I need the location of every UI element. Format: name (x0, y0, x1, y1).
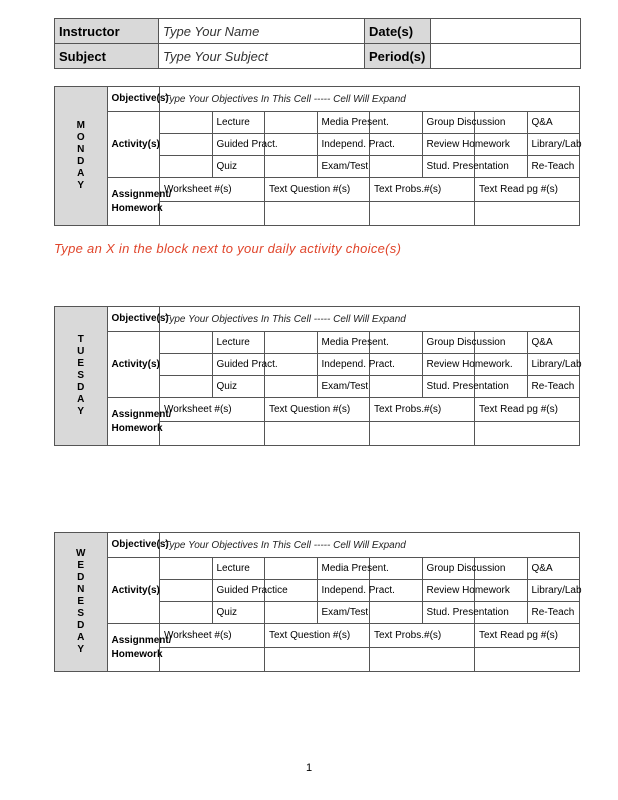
text-read-input[interactable] (475, 422, 580, 446)
worksheet-label: Worksheet #(s) (160, 178, 265, 202)
day-letter: A (77, 394, 85, 405)
day-letter: Y (77, 406, 85, 417)
activity-option: Q&A (527, 332, 580, 354)
activity-option: Library/Lab (527, 354, 580, 376)
day-letter: W (76, 548, 86, 559)
tuesday-table (54, 306, 580, 446)
text-probs-input[interactable] (370, 202, 475, 226)
text-read-input[interactable] (475, 202, 580, 226)
periods-input[interactable] (431, 44, 581, 69)
activity-option: Re-Teach (527, 376, 580, 398)
activity-checkbox[interactable] (370, 376, 423, 398)
text-question-label: Text Question #(s) (265, 398, 370, 422)
instruction-note: Type an X in the block next to your daily activity choice(s) (54, 241, 402, 256)
worksheet-label: Worksheet #(s) (160, 398, 265, 422)
activity-option: Q&A (527, 112, 580, 134)
activity-option: Exam/Test (317, 602, 370, 624)
activity-option: Media Present. (317, 332, 370, 354)
text-probs-input[interactable] (370, 422, 475, 446)
activity-option: Quiz (212, 376, 265, 398)
day-letter: S (77, 370, 85, 381)
activity-option: Lecture (212, 332, 265, 354)
activity-option: Independ. Pract. (317, 580, 370, 602)
day-letter: N (77, 144, 85, 155)
page-number: 1 (305, 762, 313, 774)
assignment-label-line2: Homework (111, 648, 163, 660)
day-letter: S (77, 608, 85, 619)
assignment-label (107, 398, 172, 446)
wednesday-table (54, 532, 580, 672)
text-question-label: Text Question #(s) (265, 178, 370, 202)
activity-option: Stud. Presentation (422, 376, 475, 398)
activity-option: Group Discussion (422, 332, 475, 354)
dates-input[interactable] (431, 19, 581, 44)
day-letter: N (77, 584, 85, 595)
text-question-input[interactable] (265, 422, 370, 446)
activity-option: Guided Practice (212, 580, 265, 602)
assignment-label-line1: Assignment/ (111, 188, 172, 200)
text-question-input[interactable] (265, 202, 370, 226)
activity-checkbox[interactable] (160, 558, 213, 580)
activity-option: Review Homework (422, 580, 475, 602)
text-probs-input[interactable] (370, 648, 475, 672)
day-letter: E (77, 560, 85, 571)
activity-option: Library/Lab (527, 134, 580, 156)
text-read-label: Text Read pg #(s) (475, 178, 580, 202)
activity-option: Media Present. (317, 112, 370, 134)
activity-option: Media Present. (317, 558, 370, 580)
text-probs-label: Text Probs.#(s) (370, 398, 475, 422)
activity-checkbox[interactable] (370, 602, 423, 624)
activity-checkbox[interactable] (265, 156, 318, 178)
activity-checkbox[interactable] (160, 332, 213, 354)
activity-option: Lecture (212, 112, 265, 134)
day-letter: O (76, 132, 85, 143)
text-read-label: Text Read pg #(s) (475, 398, 580, 422)
activity-option: Guided Pract. (212, 354, 265, 376)
activity-option: Library/Lab (527, 580, 580, 602)
objectives-input[interactable]: Type Your Objectives In This Cell ----- Cell Will Expand (160, 307, 580, 332)
assignment-label-line1: Assignment/ (111, 634, 172, 646)
assignment-label (107, 178, 172, 226)
activity-checkbox[interactable] (160, 580, 213, 602)
day-letter: D (77, 382, 85, 393)
day-letter: D (77, 620, 85, 631)
day-name (55, 307, 108, 446)
text-read-input[interactable] (475, 648, 580, 672)
activities-label: Activity(s) (107, 558, 160, 624)
activity-option: Group Discussion (422, 558, 475, 580)
text-read-label: Text Read pg #(s) (475, 624, 580, 648)
objectives-label: Objective(s) (107, 307, 160, 332)
activity-checkbox[interactable] (160, 112, 213, 134)
activity-option: Exam/Test (317, 156, 370, 178)
activity-option: Group Discussion (422, 112, 475, 134)
assignment-label-line1: Assignment/ (111, 408, 172, 420)
instructor-input[interactable]: Type Your Name (159, 19, 365, 44)
activity-checkbox[interactable] (160, 602, 213, 624)
worksheet-input[interactable] (160, 648, 265, 672)
activity-option: Review Homework. (422, 354, 475, 376)
assignment-label-line2: Homework (111, 202, 163, 214)
activity-option: Independ. Pract. (317, 134, 370, 156)
subject-label: Subject (55, 44, 159, 69)
activity-option: Independ. Pract. (317, 354, 370, 376)
text-probs-label: Text Probs.#(s) (370, 624, 475, 648)
day-letter: D (77, 572, 85, 583)
activity-checkbox[interactable] (265, 558, 318, 580)
text-question-label: Text Question #(s) (265, 624, 370, 648)
activity-option: Review Homework (422, 134, 475, 156)
header-table (54, 18, 581, 69)
activity-checkbox[interactable] (160, 376, 213, 398)
activity-option: Stud. Presentation (422, 602, 475, 624)
activity-option: Re-Teach (527, 156, 580, 178)
activity-option: Guided Pract. (212, 134, 265, 156)
periods-label: Period(s) (365, 44, 431, 69)
activity-option: Stud. Presentation (422, 156, 475, 178)
day-letter: E (77, 358, 85, 369)
day-letter: U (77, 346, 85, 357)
activity-checkbox[interactable] (265, 602, 318, 624)
day-letter: A (77, 632, 85, 643)
assignment-label-line2: Homework (111, 422, 163, 434)
objectives-input[interactable]: Type Your Objectives In This Cell ----- Cell Will Expand (160, 533, 580, 558)
dates-label: Date(s) (365, 19, 431, 44)
text-probs-label: Text Probs.#(s) (370, 178, 475, 202)
activity-option: Quiz (212, 156, 265, 178)
activity-option: Lecture (212, 558, 265, 580)
activity-checkbox[interactable] (265, 376, 318, 398)
day-letter: D (77, 156, 85, 167)
activity-option: Re-Teach (527, 602, 580, 624)
objectives-input[interactable]: Type Your Objectives In This Cell ----- Cell Will Expand (160, 87, 580, 112)
subject-input[interactable]: Type Your Subject (159, 44, 365, 69)
activities-label: Activity(s) (107, 112, 160, 178)
day-letter: M (76, 120, 85, 131)
day-name (55, 87, 108, 226)
activity-checkbox[interactable] (265, 332, 318, 354)
activity-option: Q&A (527, 558, 580, 580)
activity-option: Exam/Test (317, 376, 370, 398)
day-letter: Y (77, 180, 85, 191)
activity-checkbox[interactable] (160, 156, 213, 178)
day-letter: T (77, 334, 84, 345)
activity-option: Quiz (212, 602, 265, 624)
activity-checkbox[interactable] (265, 112, 318, 134)
assignment-label (107, 624, 172, 672)
activity-checkbox[interactable] (160, 354, 213, 376)
day-letter: Y (77, 644, 85, 655)
worksheet-input[interactable] (160, 422, 265, 446)
monday-table (54, 86, 580, 226)
day-letter: A (77, 168, 85, 179)
day-letter: E (77, 596, 85, 607)
activity-checkbox[interactable] (370, 156, 423, 178)
worksheet-input[interactable] (160, 202, 265, 226)
objectives-label: Objective(s) (107, 87, 160, 112)
instructor-label: Instructor (55, 19, 159, 44)
objectives-label: Objective(s) (107, 533, 160, 558)
day-name (55, 533, 108, 672)
activities-label: Activity(s) (107, 332, 160, 398)
activity-checkbox[interactable] (160, 134, 213, 156)
worksheet-label: Worksheet #(s) (160, 624, 265, 648)
text-question-input[interactable] (265, 648, 370, 672)
